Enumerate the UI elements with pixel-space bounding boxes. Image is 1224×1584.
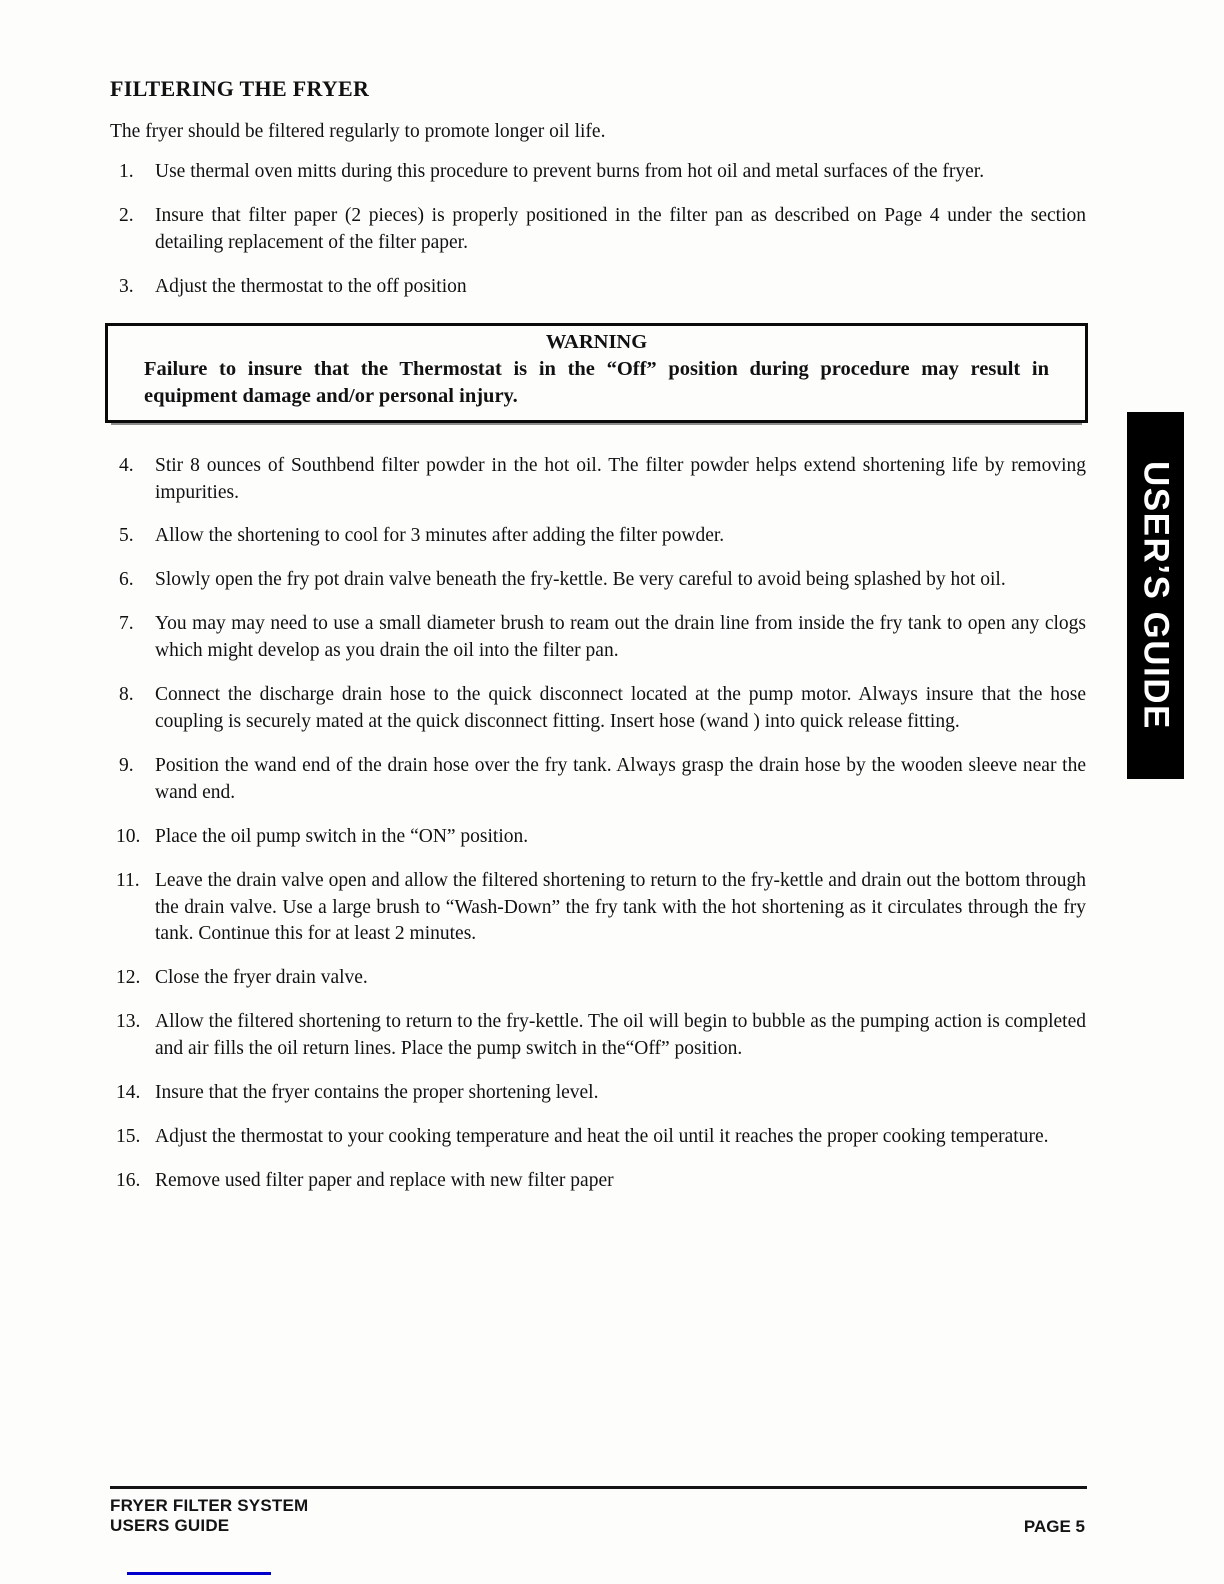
step-9: [110, 753, 1086, 807]
step-text: Insure that filter paper (2 pieces) is properly positioned in the filter pan as described on Page 4 under the section detailing replacement of the filter paper.: [155, 205, 1086, 254]
step-number: 14.: [116, 1082, 141, 1104]
page-number: PAGE 5: [1023, 1517, 1085, 1536]
step-3: [110, 274, 1086, 301]
step-2: [110, 203, 1086, 257]
footer-divider: [110, 1486, 1087, 1489]
steps-list-1-3: [110, 159, 1086, 301]
step-number: 12.: [116, 967, 141, 989]
step-number: 9.: [119, 754, 134, 776]
document-body: [110, 76, 1086, 1212]
step-number: 1.: [119, 161, 134, 183]
step-text: Adjust the thermostat to your cooking temperature and heat the oil until it reaches the proper cooking temperature.: [155, 1125, 1049, 1147]
step-number: 13.: [116, 1011, 141, 1033]
step-14: [110, 1080, 1086, 1107]
step-text: Stir 8 ounces of Southbend filter powder in the hot oil. The filter powder helps extend shortening life by removing impurities.: [155, 454, 1086, 503]
step-6: [110, 567, 1086, 594]
side-tab-label: USER’S GUIDE: [1136, 461, 1176, 730]
step-text: Adjust the thermostat to the off position: [155, 276, 467, 298]
step-7: [110, 611, 1086, 665]
step-number: 16.: [116, 1169, 141, 1191]
step-number: 11.: [116, 869, 140, 891]
page-title: FILTERING THE FRYER: [110, 76, 370, 101]
step-text: Slowly open the fry pot drain valve beneath the fry-kettle. Be very careful to avoid being splashed by hot oil.: [155, 569, 1006, 591]
step-text: Connect the discharge drain hose to the quick disconnect located at the pump motor. Always insure that the hose coupling is securely mated at the quick disconnect fitting. Insert hose (wand ) into quick release fitting.: [155, 684, 1086, 733]
step-12: [110, 965, 1086, 992]
step-number: 7.: [119, 613, 134, 635]
footer-document-title: [110, 1496, 308, 1536]
step-11: [110, 868, 1086, 949]
bottom-blue-line: [127, 1572, 271, 1575]
warning-box: [105, 323, 1088, 423]
intro-paragraph: The fryer should be filtered regularly to promote longer oil life.: [110, 121, 606, 142]
step-1: [110, 159, 1086, 186]
step-text: Close the fryer drain valve.: [155, 967, 368, 989]
users-guide-side-tab: [1127, 412, 1184, 779]
step-4: [110, 453, 1086, 507]
step-13: [110, 1009, 1086, 1063]
warning-title: WARNING: [545, 330, 648, 353]
steps-list-4-16: [110, 453, 1086, 1195]
step-text: Place the oil pump switch in the “ON” position.: [155, 825, 529, 847]
step-10: [110, 824, 1086, 851]
step-text: Allow the filtered shortening to return to the fry-kettle. The oil will begin to bubble as the pumping action is completed and air fills the oil return lines. Place the pump switch in the“Off” position.: [155, 1011, 1086, 1060]
step-8: [110, 682, 1086, 736]
footer-line2: USERS GUIDE: [110, 1516, 230, 1535]
step-16: [110, 1168, 1086, 1195]
step-15: [110, 1124, 1086, 1151]
step-number: 15.: [116, 1125, 141, 1147]
step-text: Allow the shortening to cool for 3 minutes after adding the filter powder.: [155, 525, 725, 547]
step-number: 10.: [116, 825, 141, 847]
step-text: Insure that the fryer contains the proper shortening level.: [155, 1082, 599, 1104]
step-text: Remove used filter paper and replace with new filter paper: [155, 1169, 614, 1191]
step-number: 8.: [119, 684, 134, 706]
step-text: You may may need to use a small diameter brush to ream out the drain line from inside the fry tank to open any clogs which might develop as you drain the oil into the filter pan.: [155, 613, 1086, 662]
step-number: 4.: [119, 454, 134, 476]
step-text: Use thermal oven mitts during this procedure to prevent burns from hot oil and metal surfaces of the fryer.: [155, 161, 985, 183]
footer-line1: FRYER FILTER SYSTEM: [110, 1496, 309, 1515]
warning-body: Failure to insure that the Thermostat is in the “Off” position during procedure may result in equipment damage and/or personal injury.: [144, 357, 1049, 407]
step-number: 5.: [119, 525, 134, 547]
step-number: 3.: [119, 276, 134, 298]
step-text: Position the wand end of the drain hose over the fry tank. Always grasp the drain hose by the wooden sleeve near the wand end.: [155, 754, 1086, 803]
step-text: Leave the drain valve open and allow the filtered shortening to return to the fry-kettle and drain out the bottom through the drain valve. Use a large brush to “Wash-Down” the fry tank with the hot shortening as it circulates through the fry tank. Continue this for at least 2 minutes.: [155, 869, 1086, 945]
step-number: 2.: [119, 205, 134, 227]
step-5: [110, 523, 1086, 550]
step-number: 6.: [119, 569, 134, 591]
